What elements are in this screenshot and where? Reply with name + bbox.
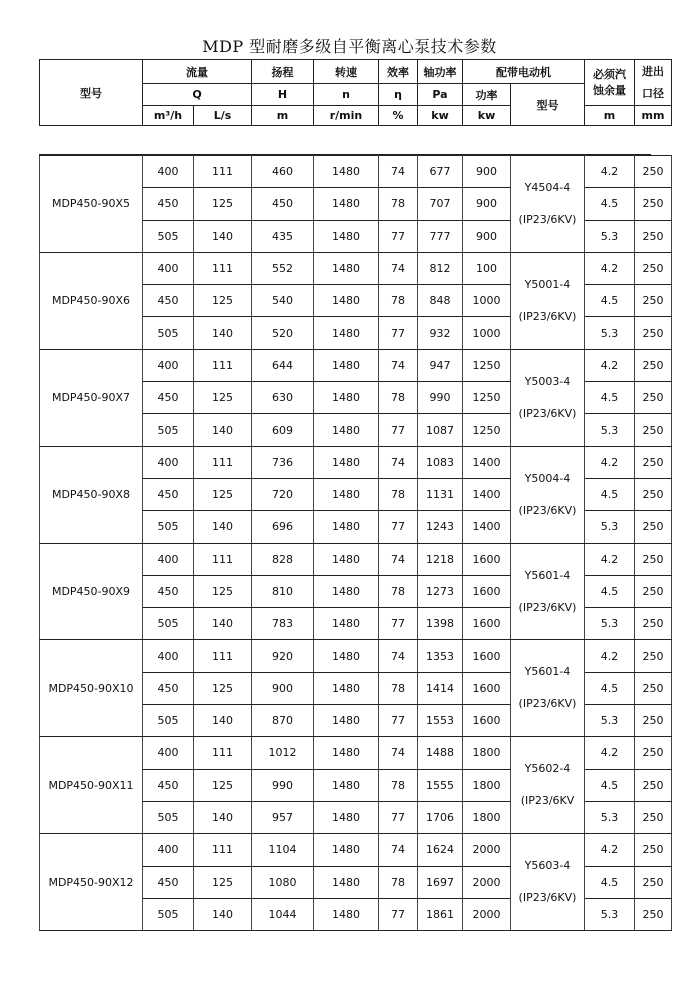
motor-model-cell (511, 834, 585, 931)
cell-bore: 250 (635, 220, 672, 252)
cell-n: 1480 (314, 478, 379, 510)
cell-n: 1480 (314, 801, 379, 833)
cell-ls: 125 (194, 866, 252, 898)
cell-power: 900 (463, 220, 511, 252)
header-npsh-line2: 蚀余量 (593, 83, 626, 97)
table-row (40, 446, 672, 478)
cell-h: 540 (252, 285, 314, 317)
cell-n: 1480 (314, 349, 379, 381)
cell-power: 100 (463, 252, 511, 284)
cell-n: 1480 (314, 511, 379, 543)
cell-ls: 140 (194, 220, 252, 252)
cell-power: 2000 (463, 898, 511, 930)
cell-ls: 111 (194, 446, 252, 478)
cell-eff: 77 (379, 608, 418, 640)
cell-q: 505 (143, 801, 194, 833)
cell-n: 1480 (314, 737, 379, 769)
cell-n: 1480 (314, 285, 379, 317)
cell-npsh: 4.5 (585, 285, 635, 317)
cell-q: 400 (143, 543, 194, 575)
unit-pct: % (379, 106, 418, 126)
cell-n: 1480 (314, 317, 379, 349)
cell-bore: 250 (635, 769, 672, 801)
cell-npsh: 5.3 (585, 511, 635, 543)
cell-eff: 77 (379, 898, 418, 930)
motor-model: Y5001-4 (524, 277, 571, 291)
motor-model: Y5004-4 (524, 471, 571, 485)
header-npsh-line1: 必须汽 (593, 67, 626, 81)
cell-h: 1012 (252, 737, 314, 769)
cell-h: 435 (252, 220, 314, 252)
cell-bore: 250 (635, 640, 672, 672)
cell-n: 1480 (314, 640, 379, 672)
header-model: 型号 (40, 60, 143, 126)
cell-npsh: 4.5 (585, 769, 635, 801)
header-motor: 配带电动机 (463, 60, 585, 84)
unit-bore: mm (635, 106, 672, 126)
header-q: Q (143, 84, 252, 106)
cell-n: 1480 (314, 705, 379, 737)
model-cell: MDP450-90X12 (40, 834, 143, 931)
cell-bore: 250 (635, 608, 672, 640)
table-row (40, 349, 672, 381)
cell-n: 1480 (314, 834, 379, 866)
cell-power: 1250 (463, 349, 511, 381)
table-row (40, 252, 672, 284)
cell-power: 1000 (463, 317, 511, 349)
cell-bore: 250 (635, 317, 672, 349)
cell-q: 505 (143, 511, 194, 543)
cell-pa: 812 (418, 252, 463, 284)
cell-pa: 1131 (418, 478, 463, 510)
cell-bore: 250 (635, 252, 672, 284)
cell-eff: 78 (379, 575, 418, 607)
cell-eff: 77 (379, 414, 418, 446)
unit-m3h: m³/h (143, 106, 194, 126)
cell-q: 505 (143, 414, 194, 446)
motor-model-cell (511, 640, 585, 737)
cell-n: 1480 (314, 608, 379, 640)
model-cell: MDP450-90X11 (40, 737, 143, 834)
cell-q: 400 (143, 834, 194, 866)
cell-n: 1480 (314, 575, 379, 607)
cell-h: 870 (252, 705, 314, 737)
cell-eff: 74 (379, 349, 418, 381)
cell-npsh: 4.2 (585, 252, 635, 284)
cell-ls: 125 (194, 188, 252, 220)
motor-protection: (IP23/6KV) (518, 600, 577, 614)
cell-q: 400 (143, 640, 194, 672)
table-row (40, 737, 672, 769)
cell-bore: 250 (635, 801, 672, 833)
cell-power: 900 (463, 188, 511, 220)
header-pa: Pa (418, 84, 463, 106)
header-motor-model: 型号 (511, 84, 585, 126)
motor-protection: (IP23/6KV (520, 794, 575, 808)
cell-power: 1600 (463, 608, 511, 640)
cell-n: 1480 (314, 898, 379, 930)
cell-h: 630 (252, 382, 314, 414)
cell-pa: 932 (418, 317, 463, 349)
cell-power: 2000 (463, 866, 511, 898)
model-cell: MDP450-90X9 (40, 543, 143, 640)
table-row (40, 834, 672, 866)
motor-model-cell (511, 349, 585, 446)
motor-protection: (IP23/6KV) (518, 406, 577, 420)
motor-model: Y5003-4 (524, 374, 571, 388)
cell-npsh: 4.2 (585, 834, 635, 866)
cell-eff: 74 (379, 156, 418, 188)
cell-q: 450 (143, 478, 194, 510)
cell-h: 783 (252, 608, 314, 640)
cell-h: 920 (252, 640, 314, 672)
cell-ls: 140 (194, 414, 252, 446)
cell-pa: 990 (418, 382, 463, 414)
cell-bore: 250 (635, 156, 672, 188)
cell-power: 2000 (463, 834, 511, 866)
cell-npsh: 5.3 (585, 317, 635, 349)
cell-pa: 848 (418, 285, 463, 317)
cell-h: 1104 (252, 834, 314, 866)
unit-rmin: r/min (314, 106, 379, 126)
cell-h: 552 (252, 252, 314, 284)
cell-pa: 1087 (418, 414, 463, 446)
cell-bore: 250 (635, 543, 672, 575)
cell-q: 400 (143, 252, 194, 284)
cell-h: 1044 (252, 898, 314, 930)
cell-npsh: 4.2 (585, 737, 635, 769)
cell-power: 1800 (463, 801, 511, 833)
cell-bore: 250 (635, 672, 672, 704)
cell-bore: 250 (635, 737, 672, 769)
cell-n: 1480 (314, 188, 379, 220)
motor-protection: (IP23/6KV) (518, 212, 577, 226)
cell-pa: 677 (418, 156, 463, 188)
model-cell: MDP450-90X5 (40, 156, 143, 253)
cell-pa: 777 (418, 220, 463, 252)
unit-npsh: m (585, 106, 635, 126)
motor-model: Y4504-4 (524, 180, 571, 194)
motor-protection: (IP23/6KV) (518, 503, 577, 517)
cell-eff: 77 (379, 317, 418, 349)
cell-eff: 78 (379, 866, 418, 898)
cell-q: 450 (143, 575, 194, 607)
header-speed: 转速 (314, 60, 379, 84)
model-cell: MDP450-90X10 (40, 640, 143, 737)
header-bore (635, 60, 672, 106)
cell-ls: 125 (194, 672, 252, 704)
cell-npsh: 4.5 (585, 382, 635, 414)
cell-eff: 77 (379, 511, 418, 543)
motor-model-cell (511, 543, 585, 640)
cell-npsh: 4.2 (585, 640, 635, 672)
cell-npsh: 5.3 (585, 898, 635, 930)
cell-eff: 74 (379, 446, 418, 478)
cell-h: 990 (252, 769, 314, 801)
cell-npsh: 4.5 (585, 672, 635, 704)
cell-npsh: 5.3 (585, 414, 635, 446)
cell-ls: 111 (194, 252, 252, 284)
cell-q: 450 (143, 672, 194, 704)
header-bore-line1: 进出 (642, 64, 664, 78)
cell-n: 1480 (314, 414, 379, 446)
cell-pa: 947 (418, 349, 463, 381)
cell-pa: 1488 (418, 737, 463, 769)
cell-bore: 250 (635, 414, 672, 446)
cell-npsh: 4.5 (585, 188, 635, 220)
cell-npsh: 5.3 (585, 608, 635, 640)
cell-q: 400 (143, 349, 194, 381)
cell-h: 609 (252, 414, 314, 446)
cell-pa: 1553 (418, 705, 463, 737)
cell-ls: 125 (194, 382, 252, 414)
header-flow: 流量 (143, 60, 252, 84)
cell-ls: 140 (194, 801, 252, 833)
cell-power: 1400 (463, 511, 511, 543)
cell-eff: 78 (379, 382, 418, 414)
cell-ls: 111 (194, 737, 252, 769)
cell-power: 1000 (463, 285, 511, 317)
cell-power: 1400 (463, 478, 511, 510)
cell-q: 505 (143, 317, 194, 349)
cell-bore: 250 (635, 478, 672, 510)
cell-ls: 140 (194, 608, 252, 640)
cell-bore: 250 (635, 511, 672, 543)
cell-eff: 74 (379, 737, 418, 769)
cell-bore: 250 (635, 349, 672, 381)
motor-protection: (IP23/6KV) (518, 891, 577, 905)
motor-protection: (IP23/6KV) (518, 309, 577, 323)
header-efficiency: 效率 (379, 60, 418, 84)
unit-kw-motor: kw (463, 106, 511, 126)
cell-q: 450 (143, 382, 194, 414)
header-head: 扬程 (252, 60, 314, 84)
cell-n: 1480 (314, 866, 379, 898)
cell-eff: 74 (379, 834, 418, 866)
cell-pa: 1218 (418, 543, 463, 575)
cell-eff: 78 (379, 188, 418, 220)
cell-h: 720 (252, 478, 314, 510)
cell-pa: 1697 (418, 866, 463, 898)
cell-eff: 78 (379, 769, 418, 801)
cell-power: 1250 (463, 382, 511, 414)
cell-n: 1480 (314, 769, 379, 801)
cell-bore: 250 (635, 834, 672, 866)
cell-pa: 1273 (418, 575, 463, 607)
cell-q: 400 (143, 737, 194, 769)
table-row (40, 543, 672, 575)
cell-pa: 1243 (418, 511, 463, 543)
cell-q: 450 (143, 866, 194, 898)
cell-q: 505 (143, 608, 194, 640)
cell-n: 1480 (314, 446, 379, 478)
cell-npsh: 4.2 (585, 543, 635, 575)
cell-power: 1600 (463, 543, 511, 575)
model-cell: MDP450-90X7 (40, 349, 143, 446)
cell-q: 505 (143, 705, 194, 737)
header-shaft-power: 轴功率 (418, 60, 463, 84)
cell-q: 400 (143, 446, 194, 478)
motor-model-cell (511, 737, 585, 834)
unit-ls: L/s (194, 106, 252, 126)
unit-kw-shaft: kw (418, 106, 463, 126)
cell-power: 1400 (463, 446, 511, 478)
motor-model-cell (511, 446, 585, 543)
cell-bore: 250 (635, 285, 672, 317)
cell-n: 1480 (314, 382, 379, 414)
cell-h: 644 (252, 349, 314, 381)
motor-model: Y5603-4 (524, 859, 571, 873)
header-npsh (585, 60, 635, 106)
cell-pa: 1555 (418, 769, 463, 801)
cell-bore: 250 (635, 382, 672, 414)
cell-power: 1800 (463, 769, 511, 801)
cell-ls: 125 (194, 769, 252, 801)
cell-power: 1800 (463, 737, 511, 769)
cell-n: 1480 (314, 252, 379, 284)
cell-power: 1600 (463, 640, 511, 672)
cell-bore: 250 (635, 898, 672, 930)
cell-h: 900 (252, 672, 314, 704)
cell-eff: 74 (379, 543, 418, 575)
cell-q: 450 (143, 769, 194, 801)
motor-model-cell (511, 156, 585, 253)
cell-ls: 140 (194, 898, 252, 930)
cell-npsh: 4.5 (585, 478, 635, 510)
cell-npsh: 5.3 (585, 801, 635, 833)
cell-pa: 1414 (418, 672, 463, 704)
cell-q: 505 (143, 898, 194, 930)
cell-n: 1480 (314, 156, 379, 188)
table-row (40, 156, 672, 188)
cell-pa: 1083 (418, 446, 463, 478)
page-title: MDP 型耐磨多级自平衡离心泵技术参数 (202, 37, 497, 56)
model-cell: MDP450-90X6 (40, 252, 143, 349)
cell-ls: 111 (194, 834, 252, 866)
cell-bore: 250 (635, 446, 672, 478)
model-cell: MDP450-90X8 (40, 446, 143, 543)
cell-ls: 140 (194, 317, 252, 349)
cell-npsh: 4.2 (585, 349, 635, 381)
cell-ls: 111 (194, 156, 252, 188)
header-power: 功率 (463, 84, 511, 106)
cell-npsh: 4.5 (585, 866, 635, 898)
motor-model: Y5601-4 (524, 665, 571, 679)
cell-pa: 1353 (418, 640, 463, 672)
cell-h: 810 (252, 575, 314, 607)
cell-npsh: 5.3 (585, 220, 635, 252)
unit-m: m (252, 106, 314, 126)
cell-q: 450 (143, 188, 194, 220)
cell-pa: 707 (418, 188, 463, 220)
cell-h: 828 (252, 543, 314, 575)
cell-bore: 250 (635, 575, 672, 607)
cell-eff: 78 (379, 285, 418, 317)
cell-h: 957 (252, 801, 314, 833)
header-h: H (252, 84, 314, 106)
cell-h: 696 (252, 511, 314, 543)
cell-power: 1600 (463, 672, 511, 704)
cell-n: 1480 (314, 543, 379, 575)
cell-ls: 111 (194, 349, 252, 381)
cell-eff: 77 (379, 705, 418, 737)
cell-eff: 77 (379, 801, 418, 833)
cell-h: 736 (252, 446, 314, 478)
cell-n: 1480 (314, 220, 379, 252)
cell-pa: 1398 (418, 608, 463, 640)
cell-q: 505 (143, 220, 194, 252)
cell-h: 520 (252, 317, 314, 349)
cell-power: 900 (463, 156, 511, 188)
table-row (40, 640, 672, 672)
data-table (39, 155, 672, 931)
cell-bore: 250 (635, 188, 672, 220)
motor-model: Y5601-4 (524, 568, 571, 582)
cell-power: 1600 (463, 575, 511, 607)
cell-q: 450 (143, 285, 194, 317)
cell-power: 1250 (463, 414, 511, 446)
cell-h: 450 (252, 188, 314, 220)
cell-h: 460 (252, 156, 314, 188)
cell-n: 1480 (314, 672, 379, 704)
cell-h: 1080 (252, 866, 314, 898)
cell-bore: 250 (635, 705, 672, 737)
cell-ls: 140 (194, 511, 252, 543)
cell-eff: 78 (379, 478, 418, 510)
cell-q: 400 (143, 156, 194, 188)
cell-npsh: 4.2 (585, 446, 635, 478)
cell-ls: 125 (194, 478, 252, 510)
cell-eff: 78 (379, 672, 418, 704)
cell-ls: 111 (194, 640, 252, 672)
cell-ls: 140 (194, 705, 252, 737)
cell-pa: 1706 (418, 801, 463, 833)
cell-npsh: 5.3 (585, 705, 635, 737)
cell-bore: 250 (635, 866, 672, 898)
header-bore-line2: 口径 (642, 86, 664, 100)
cell-power: 1600 (463, 705, 511, 737)
motor-model: Y5602-4 (524, 762, 571, 776)
motor-protection: (IP23/6KV) (518, 697, 577, 711)
cell-pa: 1861 (418, 898, 463, 930)
cell-npsh: 4.5 (585, 575, 635, 607)
header-n: n (314, 84, 379, 106)
table-header (39, 59, 672, 126)
cell-eff: 74 (379, 640, 418, 672)
header-eta: η (379, 84, 418, 106)
cell-eff: 74 (379, 252, 418, 284)
cell-pa: 1624 (418, 834, 463, 866)
cell-ls: 111 (194, 543, 252, 575)
cell-npsh: 4.2 (585, 156, 635, 188)
motor-model-cell (511, 252, 585, 349)
cell-ls: 125 (194, 575, 252, 607)
cell-ls: 125 (194, 285, 252, 317)
cell-eff: 77 (379, 220, 418, 252)
